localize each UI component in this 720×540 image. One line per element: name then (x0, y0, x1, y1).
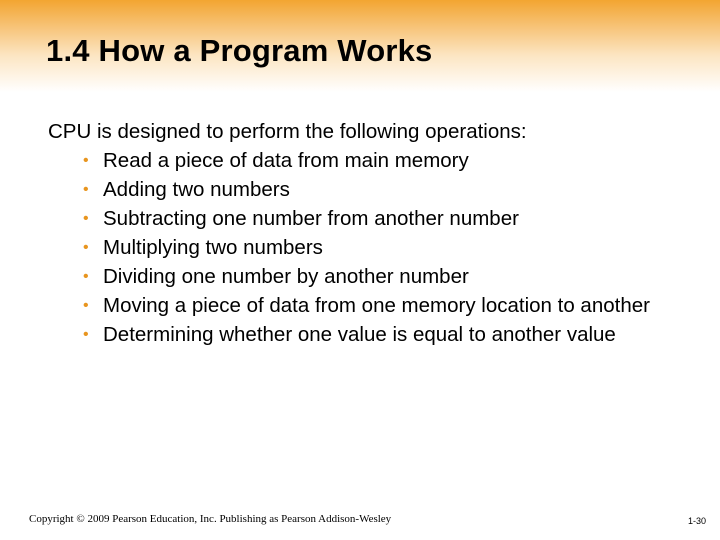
bullet-text: Adding two numbers (103, 178, 290, 201)
bullet-text: Subtracting one number from another number (103, 207, 519, 230)
bullet-text: Read a piece of data from main memory (103, 149, 469, 172)
bullet-item (48, 233, 668, 262)
slide-body (48, 117, 688, 349)
bullet-item (48, 146, 668, 175)
bullet-icon: • (83, 210, 89, 227)
bullet-icon: • (83, 297, 89, 314)
bullet-icon: • (83, 326, 89, 343)
bullet-icon: • (83, 239, 89, 256)
bullet-icon: • (83, 181, 89, 198)
bullet-item (48, 262, 668, 291)
bullet-item (48, 320, 668, 349)
bullet-list (48, 146, 688, 349)
page-number: 1-30 (687, 516, 706, 526)
bullet-text: Dividing one number by another number (103, 265, 469, 288)
copyright-notice: Copyright © 2009 Pearson Education, Inc. Publishing as Pearson Addison-Wesley (29, 513, 392, 525)
bullet-item (48, 175, 668, 204)
bullet-item (48, 291, 668, 320)
bullet-text: Determining whether one value is equal to another value (103, 323, 616, 346)
slide-title: 1.4 How a Program Works (46, 33, 433, 68)
bullet-icon: • (83, 268, 89, 285)
bullet-text: Moving a piece of data from one memory location to another (103, 294, 650, 317)
bullet-text: Multiplying two numbers (103, 236, 323, 259)
bullet-icon: • (83, 152, 89, 169)
intro-text: CPU is designed to perform the following operations: (48, 120, 527, 143)
bullet-item (48, 204, 668, 233)
